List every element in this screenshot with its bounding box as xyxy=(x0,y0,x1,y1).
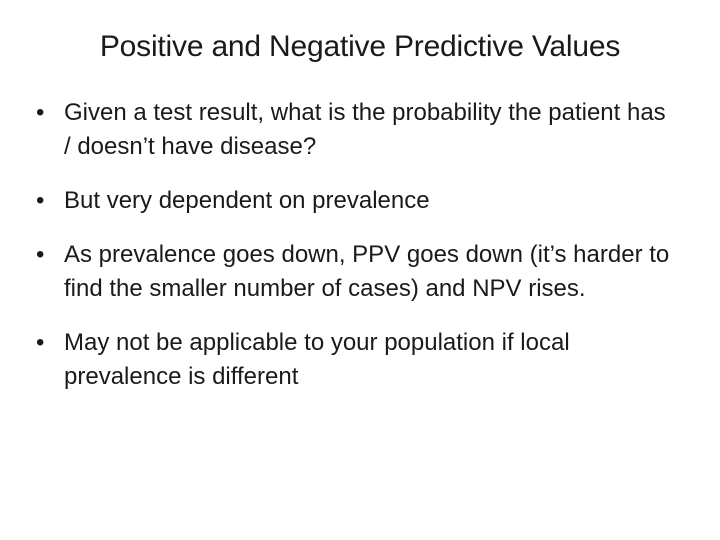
bullet-item xyxy=(36,96,676,164)
bullet-item xyxy=(36,238,676,306)
bullet-item xyxy=(36,184,676,218)
bullet-text: May not be applicable to your population if local prevalence is different xyxy=(64,329,570,390)
bullet-icon: • xyxy=(36,187,45,214)
bullet-text: Given a test result, what is the probability the patient has / doesn’t have disease? xyxy=(64,99,666,160)
bullet-icon: • xyxy=(36,329,45,356)
bullet-icon: • xyxy=(36,241,45,268)
slide-title: Positive and Negative Predictive Values xyxy=(99,30,621,63)
bullet-icon: • xyxy=(36,99,45,126)
bullet-list xyxy=(36,96,676,414)
bullet-item xyxy=(36,326,676,394)
bullet-text: But very dependent on prevalence xyxy=(64,187,430,214)
bullet-text: As prevalence goes down, PPV goes down (it’s harder to find the smaller number of cases) and NPV rises. xyxy=(64,241,670,302)
